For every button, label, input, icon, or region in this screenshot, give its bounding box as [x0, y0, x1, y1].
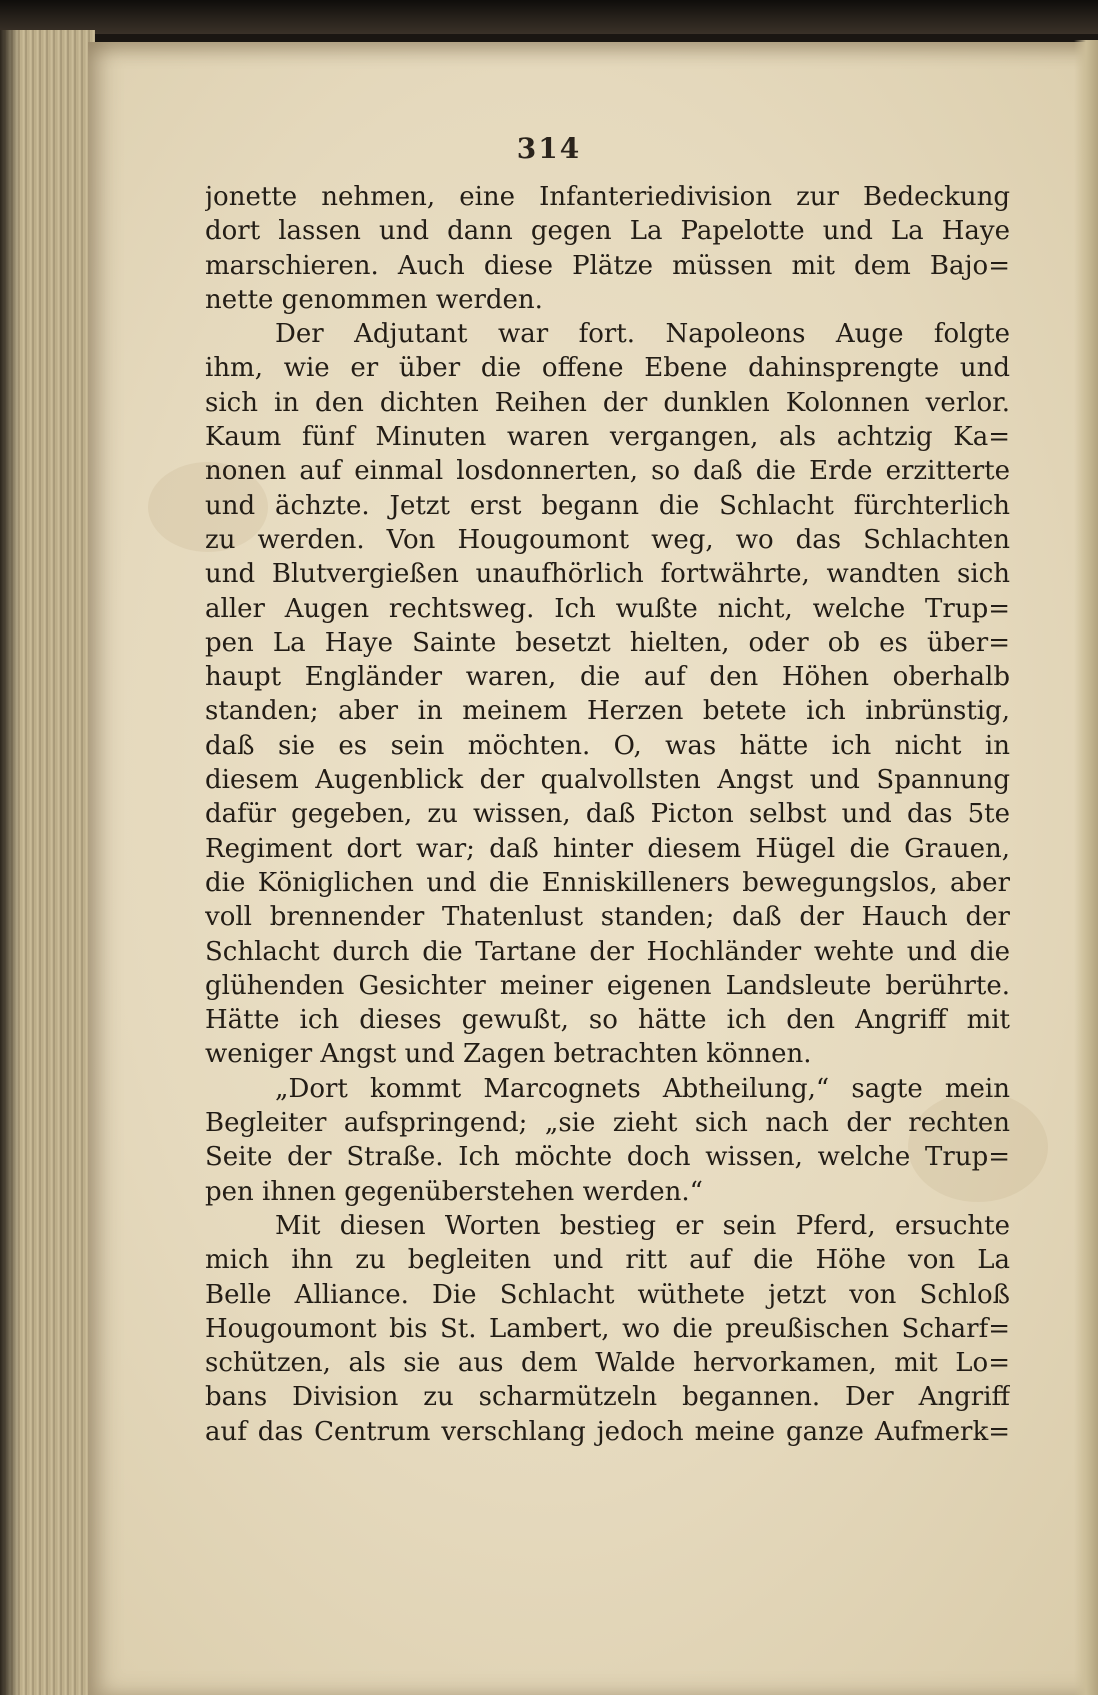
- text-line: sich in den dichten Reihen der dunklen Kolonnen verlor.: [205, 387, 1010, 418]
- page-text: [205, 180, 1010, 1449]
- text-line: „Dort kommt Marcognets Abtheilung,“ sagte mein: [275, 1073, 1010, 1104]
- text-line: ihm, wie er über die offene Ebene dahinsprengte und: [205, 353, 1010, 384]
- text-line: Begleiter aufspringend; „sie zieht sich nach der rechten: [205, 1108, 1010, 1139]
- text-line: dafür gegeben, zu wissen, daß Picton selbst und das 5te: [205, 799, 1010, 830]
- text-line: Mit diesen Worten bestieg er sein Pferd, ersuchte: [275, 1210, 1010, 1241]
- text-line: Der Adjutant war fort. Napoleons Auge folgte: [275, 319, 1010, 350]
- page-edge-right: [1074, 40, 1098, 1695]
- text-line: marschieren. Auch diese Plätze müssen mit dem Bajo=: [205, 250, 1010, 281]
- text-line: Schlacht durch die Tartane der Hochländer wehte und die: [205, 936, 1010, 967]
- text-line: Kaum fünf Minuten waren vergangen, als achtzig Ka=: [205, 422, 1010, 453]
- book-top-edge: [0, 0, 1098, 34]
- text-line: voll brennender Thatenlust standen; daß der Hauch der: [205, 902, 1010, 933]
- text-line: pen ihnen gegenüberstehen werden.“: [205, 1176, 703, 1207]
- text-line: pen La Haye Sainte besetzt hielten, oder ob es über=: [205, 627, 1010, 658]
- text-line: diesem Augenblick der qualvollsten Angst und Spannung: [205, 765, 1010, 796]
- text-line: schützen, als sie aus dem Walde hervorkamen, mit Lo=: [205, 1348, 1010, 1379]
- text-line: jonette nehmen, eine Infanteriedivision zur Bedeckung: [205, 182, 1010, 212]
- text-line: daß sie es sein möchten. O, was hätte ich nicht in: [205, 730, 1010, 761]
- text-line: weniger Angst und Zagen betrachten können.: [205, 1039, 812, 1070]
- text-line: nonen auf einmal losdonnerten, so daß die Erde erzitterte: [205, 456, 1010, 487]
- text-line: Regiment dort war; daß hinter diesem Hügel die Grauen,: [205, 833, 1010, 864]
- text-line: und ächzte. Jetzt erst begann die Schlacht fürchterlich: [205, 490, 1010, 521]
- text-line: haupt Engländer waren, die auf den Höhen oberhalb: [205, 662, 1010, 693]
- text-line: Belle Alliance. Die Schlacht wüthete jetzt von Schloß: [205, 1279, 1010, 1310]
- binding-shadow: [0, 30, 20, 1695]
- text-line: dort lassen und dann gegen La Papelotte und La Haye: [205, 216, 1010, 247]
- text-line: bans Division zu scharmützeln begannen. Der Angriff: [205, 1382, 1010, 1413]
- text-line: glühenden Gesichter meiner eigenen Landsleute berührte.: [205, 970, 1010, 1001]
- page-number: 314: [516, 132, 582, 165]
- text-line: standen; aber in meinem Herzen betete ich inbrünstig,: [205, 696, 1010, 727]
- text-line: Hougoumont bis St. Lambert, wo die preußischen Scharf=: [205, 1313, 1010, 1344]
- text-line: Hätte ich dieses gewußt, so hätte ich den Angriff mit: [205, 1005, 1010, 1036]
- text-line: zu werden. Von Hougoumont weg, wo das Schlachten: [205, 524, 1010, 555]
- text-line: auf das Centrum verschlang jedoch meine ganze Aufmerk=: [205, 1416, 1010, 1447]
- text-line: mich ihn zu begleiten und ritt auf die Höhe von La: [205, 1245, 1010, 1276]
- text-line: und Blutvergießen unaufhörlich fortwährte, wandten sich: [205, 559, 1010, 590]
- text-line: aller Augen rechtsweg. Ich wußte nicht, welche Trup=: [205, 593, 1010, 624]
- text-line: die Königlichen und die Enniskilleners bewegungslos, aber: [205, 867, 1010, 898]
- text-line: Seite der Straße. Ich möchte doch wissen, welche Trup=: [205, 1142, 1010, 1173]
- text-line: nette genommen werden.: [205, 284, 543, 315]
